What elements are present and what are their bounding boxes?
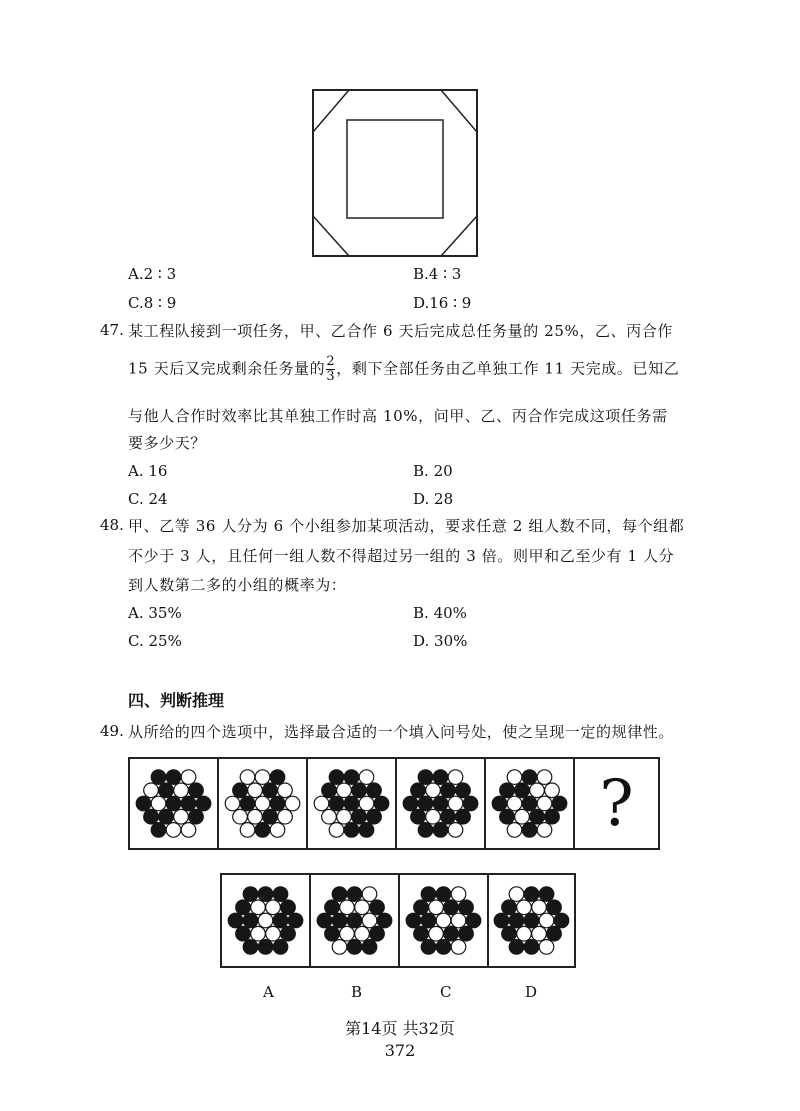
- filled-circle: [492, 796, 507, 811]
- filled-circle: [352, 783, 367, 798]
- empty-circle: [322, 809, 337, 824]
- filled-circle: [436, 940, 451, 955]
- filled-circle: [421, 913, 436, 928]
- filled-circle: [329, 770, 344, 785]
- hex-figure-4: [397, 759, 484, 848]
- filled-circle: [281, 926, 296, 941]
- answer-figure-d: [489, 875, 574, 966]
- empty-circle: [270, 823, 285, 838]
- filled-circle: [166, 770, 181, 785]
- answer-figure-b: [311, 875, 398, 966]
- empty-circle: [248, 809, 263, 824]
- q46-figure: [311, 88, 479, 258]
- filled-circle: [258, 940, 273, 955]
- filled-circle: [539, 887, 554, 902]
- filled-circle: [545, 809, 560, 824]
- filled-circle: [258, 887, 273, 902]
- empty-circle: [166, 823, 181, 838]
- filled-circle: [411, 783, 426, 798]
- empty-circle: [537, 796, 552, 811]
- q48-line-1: 甲、乙等 36 人分为 6 个小组参加某项活动，要求任意 2 组人数不同，每个组都: [128, 517, 685, 535]
- filled-circle: [509, 913, 524, 928]
- q47-line-2: 15 天后又完成剩余任务量的 $\frac{2}{3}$ ，剩下全部任务由乙单独工作 11 天完成。已知乙: [128, 354, 680, 384]
- filled-circle: [196, 796, 211, 811]
- filled-circle: [255, 823, 270, 838]
- answer-box-b[interactable]: [309, 873, 400, 968]
- empty-circle: [451, 887, 466, 902]
- q47-option-c[interactable]: C. 24: [128, 490, 168, 508]
- filled-circle: [522, 796, 537, 811]
- empty-circle: [329, 823, 344, 838]
- empty-circle: [151, 796, 166, 811]
- answer-label-b: B: [351, 983, 363, 1001]
- filled-circle: [181, 796, 196, 811]
- empty-circle: [240, 823, 255, 838]
- empty-circle: [451, 940, 466, 955]
- filled-circle: [436, 887, 451, 902]
- square-diagram: [311, 88, 479, 258]
- filled-circle: [441, 783, 456, 798]
- filled-circle: [377, 913, 392, 928]
- filled-circle: [151, 823, 166, 838]
- filled-circle: [522, 823, 537, 838]
- filled-circle: [456, 809, 471, 824]
- filled-circle: [273, 913, 288, 928]
- empty-circle: [448, 770, 463, 785]
- q47-number: 47.: [100, 321, 124, 339]
- filled-circle: [344, 823, 359, 838]
- q49-text: 从所给的四个选项中，选择最合适的一个填入问号处，使之呈现一定的规律性。: [128, 723, 675, 741]
- answer-label-c: C: [440, 983, 452, 1001]
- filled-circle: [166, 796, 181, 811]
- answer-row: [220, 873, 576, 968]
- q47-option-d[interactable]: D. 28: [413, 490, 454, 508]
- filled-circle: [459, 926, 474, 941]
- filled-circle: [367, 783, 382, 798]
- empty-circle: [278, 783, 293, 798]
- filled-circle: [441, 809, 456, 824]
- empty-circle: [539, 913, 554, 928]
- filled-circle: [414, 900, 429, 915]
- answer-box-d[interactable]: [487, 873, 576, 968]
- empty-circle: [429, 900, 444, 915]
- filled-circle: [288, 913, 303, 928]
- empty-circle: [426, 783, 441, 798]
- sequence-row: [128, 757, 660, 850]
- seq-box-1: [128, 757, 219, 850]
- filled-circle: [524, 887, 539, 902]
- filled-circle: [433, 770, 448, 785]
- empty-circle: [517, 900, 532, 915]
- answer-label-d: D: [525, 983, 538, 1001]
- filled-circle: [189, 783, 204, 798]
- filled-circle: [317, 913, 332, 928]
- filled-circle: [236, 926, 251, 941]
- filled-circle: [500, 809, 515, 824]
- filled-circle: [273, 887, 288, 902]
- q48-option-a[interactable]: A. 35%: [128, 604, 182, 622]
- empty-circle: [545, 783, 560, 798]
- filled-circle: [370, 926, 385, 941]
- empty-circle: [240, 770, 255, 785]
- empty-circle: [314, 796, 329, 811]
- empty-circle: [507, 770, 522, 785]
- filled-circle: [418, 770, 433, 785]
- empty-circle: [355, 900, 370, 915]
- q47-option-b[interactable]: B. 20: [413, 462, 453, 480]
- filled-circle: [403, 796, 418, 811]
- seq-box-2: [217, 757, 308, 850]
- filled-circle: [433, 823, 448, 838]
- hex-figure-1: [130, 759, 217, 848]
- empty-circle: [258, 913, 273, 928]
- empty-circle: [255, 796, 270, 811]
- empty-circle: [530, 783, 545, 798]
- filled-circle: [347, 887, 362, 902]
- filled-circle: [344, 796, 359, 811]
- filled-circle: [414, 926, 429, 941]
- filled-circle: [421, 940, 436, 955]
- seq-box-3: [306, 757, 397, 850]
- filled-circle: [243, 940, 258, 955]
- hex-figure-5: [486, 759, 573, 848]
- q48-option-c[interactable]: C. 25%: [128, 632, 182, 650]
- answer-label-a: A: [263, 983, 274, 1001]
- empty-circle: [248, 783, 263, 798]
- q46-option-a[interactable]: A.2 ∶ 3: [128, 265, 177, 283]
- filled-circle: [233, 783, 248, 798]
- empty-circle: [507, 823, 522, 838]
- empty-circle: [174, 809, 189, 824]
- filled-circle: [270, 796, 285, 811]
- empty-circle: [507, 796, 522, 811]
- page-number: 372: [384, 1041, 416, 1060]
- filled-circle: [530, 809, 545, 824]
- filled-circle: [136, 796, 151, 811]
- q47-line-3: 与他人合作时效率比其单独工作时高 10%，问甲、乙、丙合作完成这项任务需: [128, 407, 668, 425]
- filled-circle: [374, 796, 389, 811]
- filled-circle: [554, 913, 569, 928]
- q47-line-4: 要多少天？: [128, 434, 207, 452]
- filled-circle: [406, 913, 421, 928]
- filled-circle: [236, 900, 251, 915]
- filled-circle: [522, 770, 537, 785]
- empty-circle: [225, 796, 240, 811]
- filled-circle: [466, 913, 481, 928]
- filled-circle: [228, 913, 243, 928]
- filled-circle: [552, 796, 567, 811]
- filled-circle: [456, 783, 471, 798]
- empty-circle: [355, 926, 370, 941]
- q47-option-a[interactable]: A. 16: [128, 462, 168, 480]
- empty-circle: [340, 926, 355, 941]
- filled-circle: [418, 796, 433, 811]
- answer-figure-a: [222, 875, 309, 966]
- filled-circle: [325, 900, 340, 915]
- filled-circle: [494, 913, 509, 928]
- question-mark: ?: [599, 766, 634, 841]
- filled-circle: [243, 913, 258, 928]
- empty-circle: [448, 823, 463, 838]
- empty-circle: [332, 940, 347, 955]
- empty-circle: [436, 913, 451, 928]
- filled-circle: [444, 926, 459, 941]
- empty-circle: [337, 783, 352, 798]
- filled-circle: [370, 900, 385, 915]
- empty-circle: [537, 770, 552, 785]
- question-box: [573, 757, 660, 850]
- empty-circle: [251, 926, 266, 941]
- hex-figure-3: [308, 759, 395, 848]
- q48-line-3: 到人数第二多的小组的概率为：: [128, 576, 347, 594]
- empty-circle: [515, 809, 530, 824]
- filled-circle: [332, 887, 347, 902]
- filled-circle: [263, 783, 278, 798]
- empty-circle: [359, 796, 374, 811]
- q48-option-d[interactable]: D. 30%: [413, 632, 468, 650]
- filled-circle: [359, 823, 374, 838]
- filled-circle: [159, 783, 174, 798]
- filled-circle: [500, 783, 515, 798]
- filled-circle: [352, 809, 367, 824]
- empty-circle: [429, 926, 444, 941]
- empty-circle: [539, 940, 554, 955]
- empty-circle: [255, 770, 270, 785]
- filled-circle: [332, 913, 347, 928]
- q46-option-b[interactable]: B.4 ∶ 3: [413, 265, 462, 283]
- filled-circle: [263, 809, 278, 824]
- filled-circle: [159, 809, 174, 824]
- filled-circle: [281, 900, 296, 915]
- empty-circle: [537, 823, 552, 838]
- q46-option-c[interactable]: C.8 ∶ 9: [128, 294, 177, 312]
- empty-circle: [426, 809, 441, 824]
- empty-circle: [451, 913, 466, 928]
- page-indicator: 第14页 共32页: [345, 1019, 455, 1038]
- filled-circle: [524, 940, 539, 955]
- seq-box-4: [395, 757, 486, 850]
- empty-circle: [266, 900, 281, 915]
- filled-circle: [240, 796, 255, 811]
- empty-circle: [362, 913, 377, 928]
- seq-box-5: [484, 757, 575, 850]
- empty-circle: [181, 823, 196, 838]
- filled-circle: [433, 796, 448, 811]
- empty-circle: [251, 900, 266, 915]
- empty-circle: [532, 900, 547, 915]
- filled-circle: [151, 770, 166, 785]
- filled-circle: [502, 926, 517, 941]
- filled-circle: [270, 770, 285, 785]
- filled-circle: [367, 809, 382, 824]
- filled-circle: [509, 940, 524, 955]
- q46-option-d[interactable]: D.16 ∶ 9: [413, 294, 472, 312]
- filled-circle: [547, 926, 562, 941]
- filled-circle: [347, 913, 362, 928]
- filled-circle: [329, 796, 344, 811]
- q48-number: 48.: [100, 516, 124, 534]
- empty-circle: [362, 887, 377, 902]
- filled-circle: [189, 809, 204, 824]
- filled-circle: [325, 926, 340, 941]
- empty-circle: [517, 926, 532, 941]
- empty-circle: [233, 809, 248, 824]
- filled-circle: [362, 940, 377, 955]
- empty-circle: [359, 770, 374, 785]
- q47-line-1: 某工程队接到一项任务，甲、乙合作 6 天后完成总任务量的 25%，乙、丙合作: [128, 322, 673, 340]
- filled-circle: [515, 783, 530, 798]
- hex-figure-2: [219, 759, 306, 848]
- empty-circle: [509, 887, 524, 902]
- filled-circle: [411, 809, 426, 824]
- filled-circle: [463, 796, 478, 811]
- filled-circle: [347, 940, 362, 955]
- filled-circle: [421, 887, 436, 902]
- empty-circle: [448, 796, 463, 811]
- filled-circle: [243, 887, 258, 902]
- filled-circle: [273, 940, 288, 955]
- q48-line-2: 不少于 3 人，且任何一组人数不得超过另一组的 3 倍。则甲和乙至少有 1 人分: [128, 547, 675, 565]
- filled-circle: [144, 809, 159, 824]
- answer-figure-c: [400, 875, 487, 966]
- section-title: 四、判断推理: [128, 691, 225, 710]
- answer-box-a[interactable]: [220, 873, 311, 968]
- empty-circle: [340, 900, 355, 915]
- empty-circle: [144, 783, 159, 798]
- q48-option-b[interactable]: B. 40%: [413, 604, 467, 622]
- empty-circle: [266, 926, 281, 941]
- empty-circle: [337, 809, 352, 824]
- filled-circle: [547, 900, 562, 915]
- filled-circle: [344, 770, 359, 785]
- filled-circle: [502, 900, 517, 915]
- q49-number: 49.: [100, 722, 124, 740]
- empty-circle: [285, 796, 300, 811]
- filled-circle: [524, 913, 539, 928]
- empty-circle: [532, 926, 547, 941]
- filled-circle: [418, 823, 433, 838]
- empty-circle: [174, 783, 189, 798]
- filled-circle: [444, 900, 459, 915]
- empty-circle: [278, 809, 293, 824]
- answer-box-c[interactable]: [398, 873, 489, 968]
- fraction-two-thirds: $\frac{2}{3}$: [326, 354, 336, 384]
- empty-circle: [181, 770, 196, 785]
- filled-circle: [459, 900, 474, 915]
- filled-circle: [322, 783, 337, 798]
